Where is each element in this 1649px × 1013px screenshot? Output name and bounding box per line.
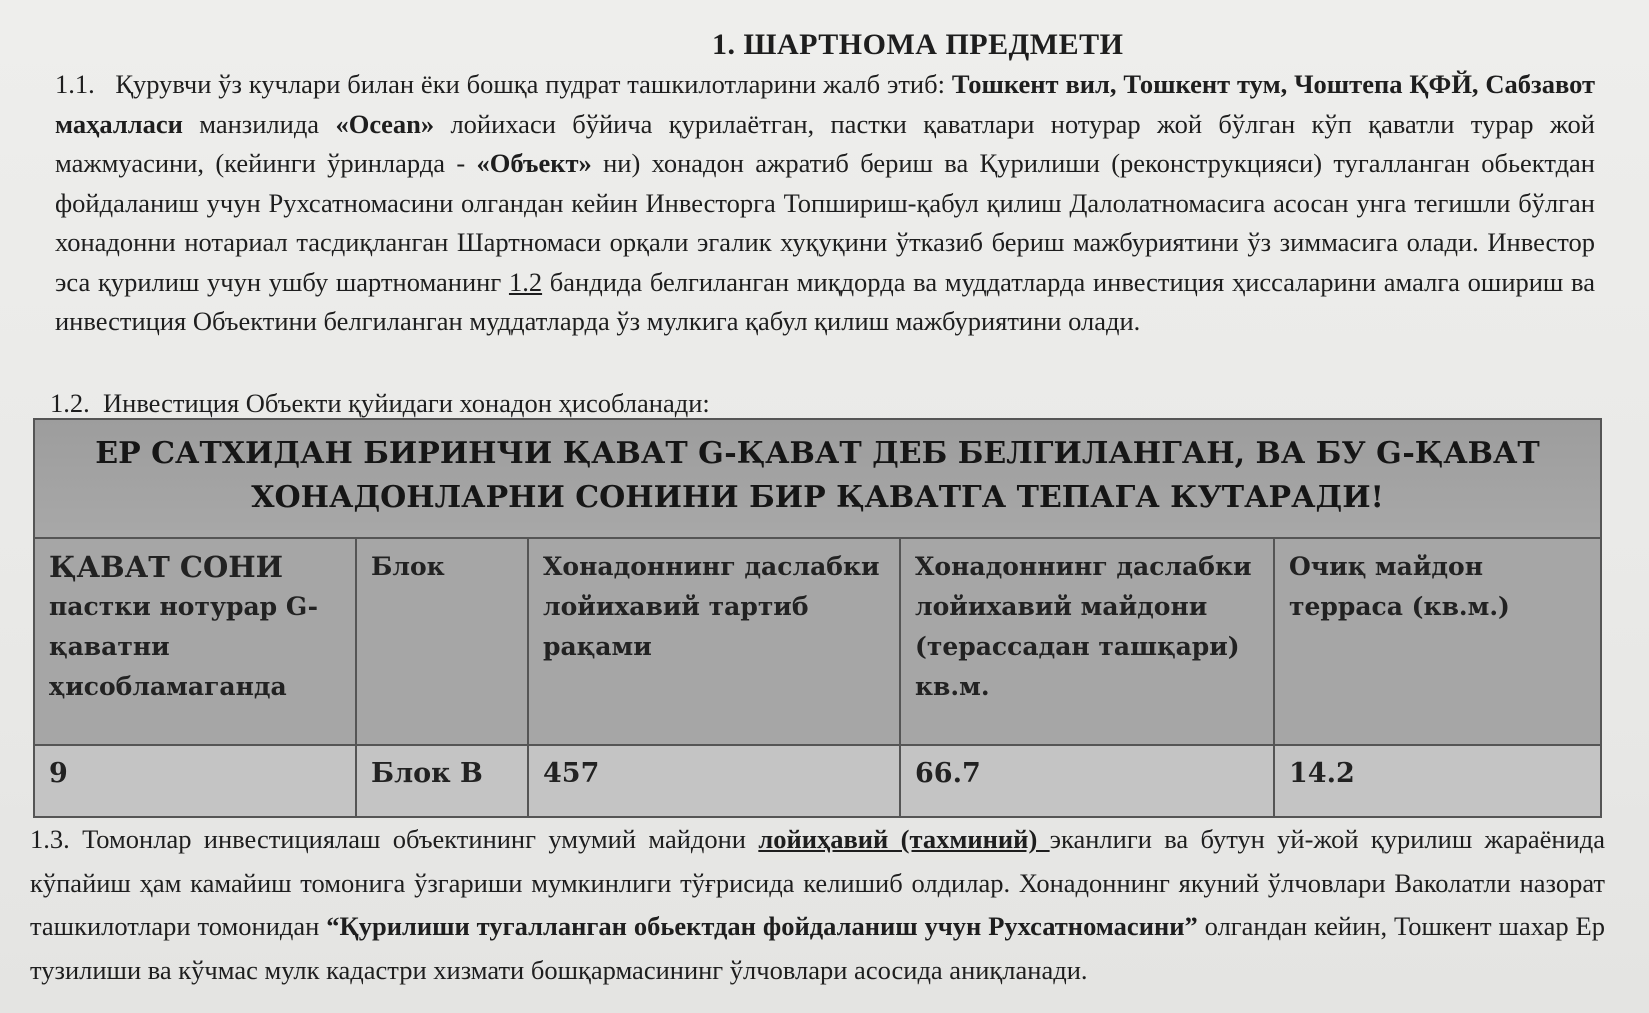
permit-term: “Қурилиши тугалланган обьектдан фойдаланиш учун Рухсатномасини”: [326, 911, 1198, 941]
object-address: Тошкент вил, Тошкент тум, Чоштепа ҚФЙ, Сабзавот маҳалласи: [55, 69, 1596, 139]
project-name: «Ocean»: [335, 108, 435, 139]
table-banner: ЕР САТХИДАН БИРИНЧИ ҚАВАТ G-ҚАВАТ ДЕБ БЕЛГИЛАНГАН, ВА БУ G-ҚАВАТ ХОНАДОНЛАРНИ СОНИНИ БИР ҚАВАТГА ТЕПАГА КУТАРАДИ!: [34, 419, 1601, 538]
clause-reference: 1.2: [508, 266, 543, 297]
table-row: [34, 745, 1601, 817]
clause-1-1-number: 1.1.: [55, 69, 95, 99]
header-floor-note: пастки нотурар G-қаватни ҳисобламаганда: [49, 591, 319, 701]
clause-1-2: 1.2. Инвестиция Объекти қуйидаги хонадон ҳисобланади:: [50, 388, 710, 418]
clause-1-2-number: 1.2.: [50, 388, 90, 418]
area-estimate-term: лойиҳавий (тахминий): [758, 824, 1050, 854]
header-apartment-number: Хонадоннинг даслабки лойихавий тартиб рақами: [528, 538, 900, 746]
clause-1-3: 1.3. Томонлар инвестициялаш объектининг умумий майдони лойиҳавий (тахминий) эканлиги ва бутун уй-жой қурилиш жараёнида кўпайиш ҳам камайиш томонига ўзгариши мумкинлиги тўғрисида келишиб олдилар. Хонадоннинг якуний ўлчовлари Ваколатли назорат ташкилотлари томонидан “Қурилиши тугалланган обьектдан фойдаланиш учун Рухсатномасини” олгандан кейин, Тошкент шахар Ер тузилиши ва кўчмас мулк кадастри хизмати бошқармасининг ўлчовлари асосида аниқланади.: [30, 824, 1606, 985]
header-terrace-area: Очиқ майдон терраса (кв.м.): [1274, 538, 1601, 746]
header-block: Блок: [356, 538, 528, 746]
header-apartment-area: Хонадоннинг даслабки лойихавий майдони (терассадан ташқари) кв.м.: [900, 538, 1274, 746]
clause-1-3-number: 1.3.: [30, 824, 70, 854]
cell-apartment-number: 457: [528, 745, 900, 817]
cell-block: Блок В: [356, 745, 528, 817]
cell-apartment-area: 66.7: [900, 745, 1274, 817]
header-floor-title: ҚАВАТ СОНИ: [49, 549, 284, 584]
header-floor: [34, 538, 356, 746]
cell-terrace-area: 14.2: [1274, 745, 1601, 817]
table-header-row: [34, 538, 1601, 746]
object-term: «Объект»: [476, 148, 592, 178]
apartment-table: [33, 418, 1602, 818]
section-heading: 1. ШАРТНОМА ПРЕДМЕТИ: [712, 28, 1124, 61]
clause-1-1: 1.1. Қурувчи ўз кучлари билан ёки бошқа пудрат ташкилотларини жалб этиб: Тошкент вил, Тошкент тум, Чоштепа ҚФЙ, Сабзавот маҳалласи манзилида «Ocean» лойихаси бўйича қурилаётган, пастки қаватлари нотурар жой бўлган кўп қаватли турар жой мажмуасини, (кейинги ўринларда - «Объект» ни) хонадон ажратиб бериш ва Қурилиши (реконструкцияси) тугалланган обьектдан фойдаланиш учун Рухсатномасини олгандан кейин Инвесторга Топшириш-қабул қилиш Далолатномасига асосан унга тегишли бўлган хонадонни нотариал тасдиқланган Шартномаси орқали эгалик хуқуқини ўтказиб бериш мажбуриятини ўз зиммасига олади. Инвестор эса қурилиш учун ушбу шартноманинг 1.2 бандида белгиланган миқдорда ва муддатларда инвестиция ҳиссаларини амалга ошириш ва инвестиция Объектини белгиланган муддатларда ўз мулкига қабул қилиш мажбуриятини олади.: [55, 69, 1596, 336]
cell-floor: 9: [34, 745, 356, 817]
